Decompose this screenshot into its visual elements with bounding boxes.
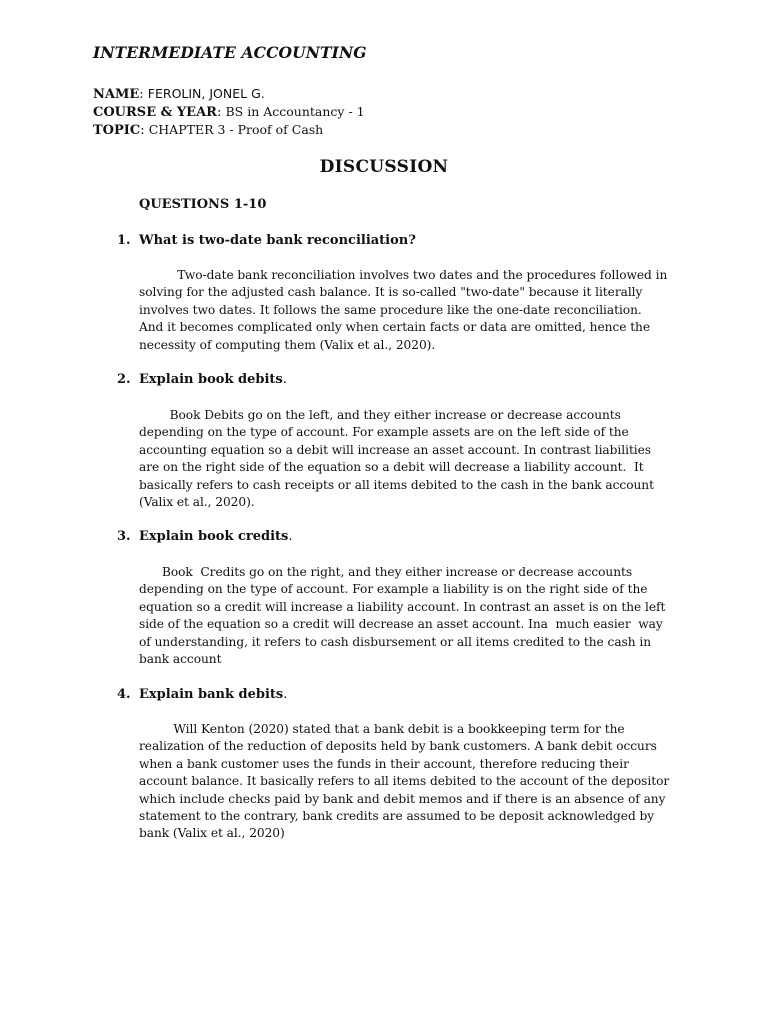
question-text <box>139 372 287 387</box>
answer-line: when a bank customer uses the funds in their account, therefore reducing their <box>139 756 629 771</box>
answer-line: basically refers to cash receipts or all items debited to the cash in the bank account <box>139 477 654 492</box>
answer-line: bank (Valix et al., 2020) <box>139 826 285 841</box>
answer-line: accounting equation so a debit will increase an asset account. In contrast liabilities <box>139 442 652 457</box>
answer-line: necessity of computing them (Valix et al., 2020). <box>139 337 436 352</box>
answer-line: depending on the type of account. For example assets are on the left side of the <box>139 425 629 440</box>
question-label: Explain book debits <box>139 372 283 387</box>
question-number: 2. <box>117 372 131 387</box>
answer-line: (Valix et al., 2020). <box>139 494 255 509</box>
question-number: 1. <box>117 233 131 248</box>
answer-line: are on the right side of the equation so a debit will decrease a liability account. It <box>139 460 644 475</box>
course-year-value: BS in Accountancy - 1 <box>225 104 365 119</box>
answer-paragraph <box>139 721 674 843</box>
answer-paragraph <box>139 267 674 354</box>
question-trailing: . <box>282 372 287 387</box>
answer-line: of understanding, it refers to cash disbursement or all items credited to the cash in <box>139 634 652 649</box>
questions-heading: QUESTIONS 1-10 <box>139 197 267 212</box>
answer-line: Two-date bank reconciliation involves two dates and the procedures followed in <box>139 268 668 282</box>
name-value: FEROLIN, JONEL G. <box>147 86 265 101</box>
name-label: NAME <box>93 87 140 102</box>
answer-line: depending on the type of account. For example a liability is on the right side of the <box>139 582 648 597</box>
student-name-line: NAME: FEROLIN, JONEL G. <box>93 86 265 102</box>
answer-line: which include checks paid by bank and debit memos and if there is an absence of any <box>139 791 666 806</box>
question-trailing: . <box>288 529 293 544</box>
answer-line: And it becomes complicated only when certain facts or data are omitted, hence the <box>139 320 651 335</box>
course-title: INTERMEDIATE ACCOUNTING <box>93 43 367 62</box>
section-title: DISCUSSION <box>319 157 449 177</box>
answer-line: Book Debits go on the left, and they either increase or decrease accounts <box>139 408 621 422</box>
answer-line: equation so a credit will increase a liability account. In contrast an asset is on the left <box>139 599 666 614</box>
course-year-line: COURSE & YEAR: BS in Accountancy - 1 <box>93 104 365 120</box>
question-trailing: . <box>283 687 288 702</box>
question-text <box>139 529 293 544</box>
answer-line: involves two dates. It follows the same procedure like the one-date reconciliation. <box>139 302 642 317</box>
answer-paragraph <box>139 564 674 668</box>
answer-line: Will Kenton (2020) stated that a bank debit is a bookkeeping term for the <box>139 722 625 736</box>
question-text <box>139 233 416 248</box>
question-label: Explain bank debits <box>139 687 284 702</box>
answer-line: solving for the adjusted cash balance. It is so-called "two-date" because it literally <box>139 285 643 300</box>
question-label: Explain book credits <box>139 529 289 544</box>
topic-label: TOPIC <box>93 123 141 138</box>
answer-line: account balance. It basically refers to all items debited to the account of the depositor <box>139 774 670 789</box>
answer-line: Book Credits go on the right, and they either increase or decrease accounts <box>139 565 633 579</box>
question-text <box>139 687 287 702</box>
topic-value: CHAPTER 3 - Proof of Cash <box>148 122 324 137</box>
answer-line: bank account <box>139 651 222 666</box>
question-label: What is two-date bank reconciliation? <box>139 233 416 248</box>
answer-line: realization of the reduction of deposits held by bank customers. A bank debit occurs <box>139 739 657 754</box>
question-number: 4. <box>117 687 131 702</box>
question-number: 3. <box>117 529 131 544</box>
course-year-label: COURSE & YEAR <box>93 105 217 120</box>
topic-line: TOPIC: CHAPTER 3 - Proof of Cash <box>93 122 324 138</box>
answer-paragraph <box>139 407 674 511</box>
answer-line: side of the equation so a credit will decrease an asset account. Ina much easier way <box>139 617 663 632</box>
answer-line: statement to the contrary, bank credits are assumed to be deposit acknowledged by <box>139 808 655 823</box>
